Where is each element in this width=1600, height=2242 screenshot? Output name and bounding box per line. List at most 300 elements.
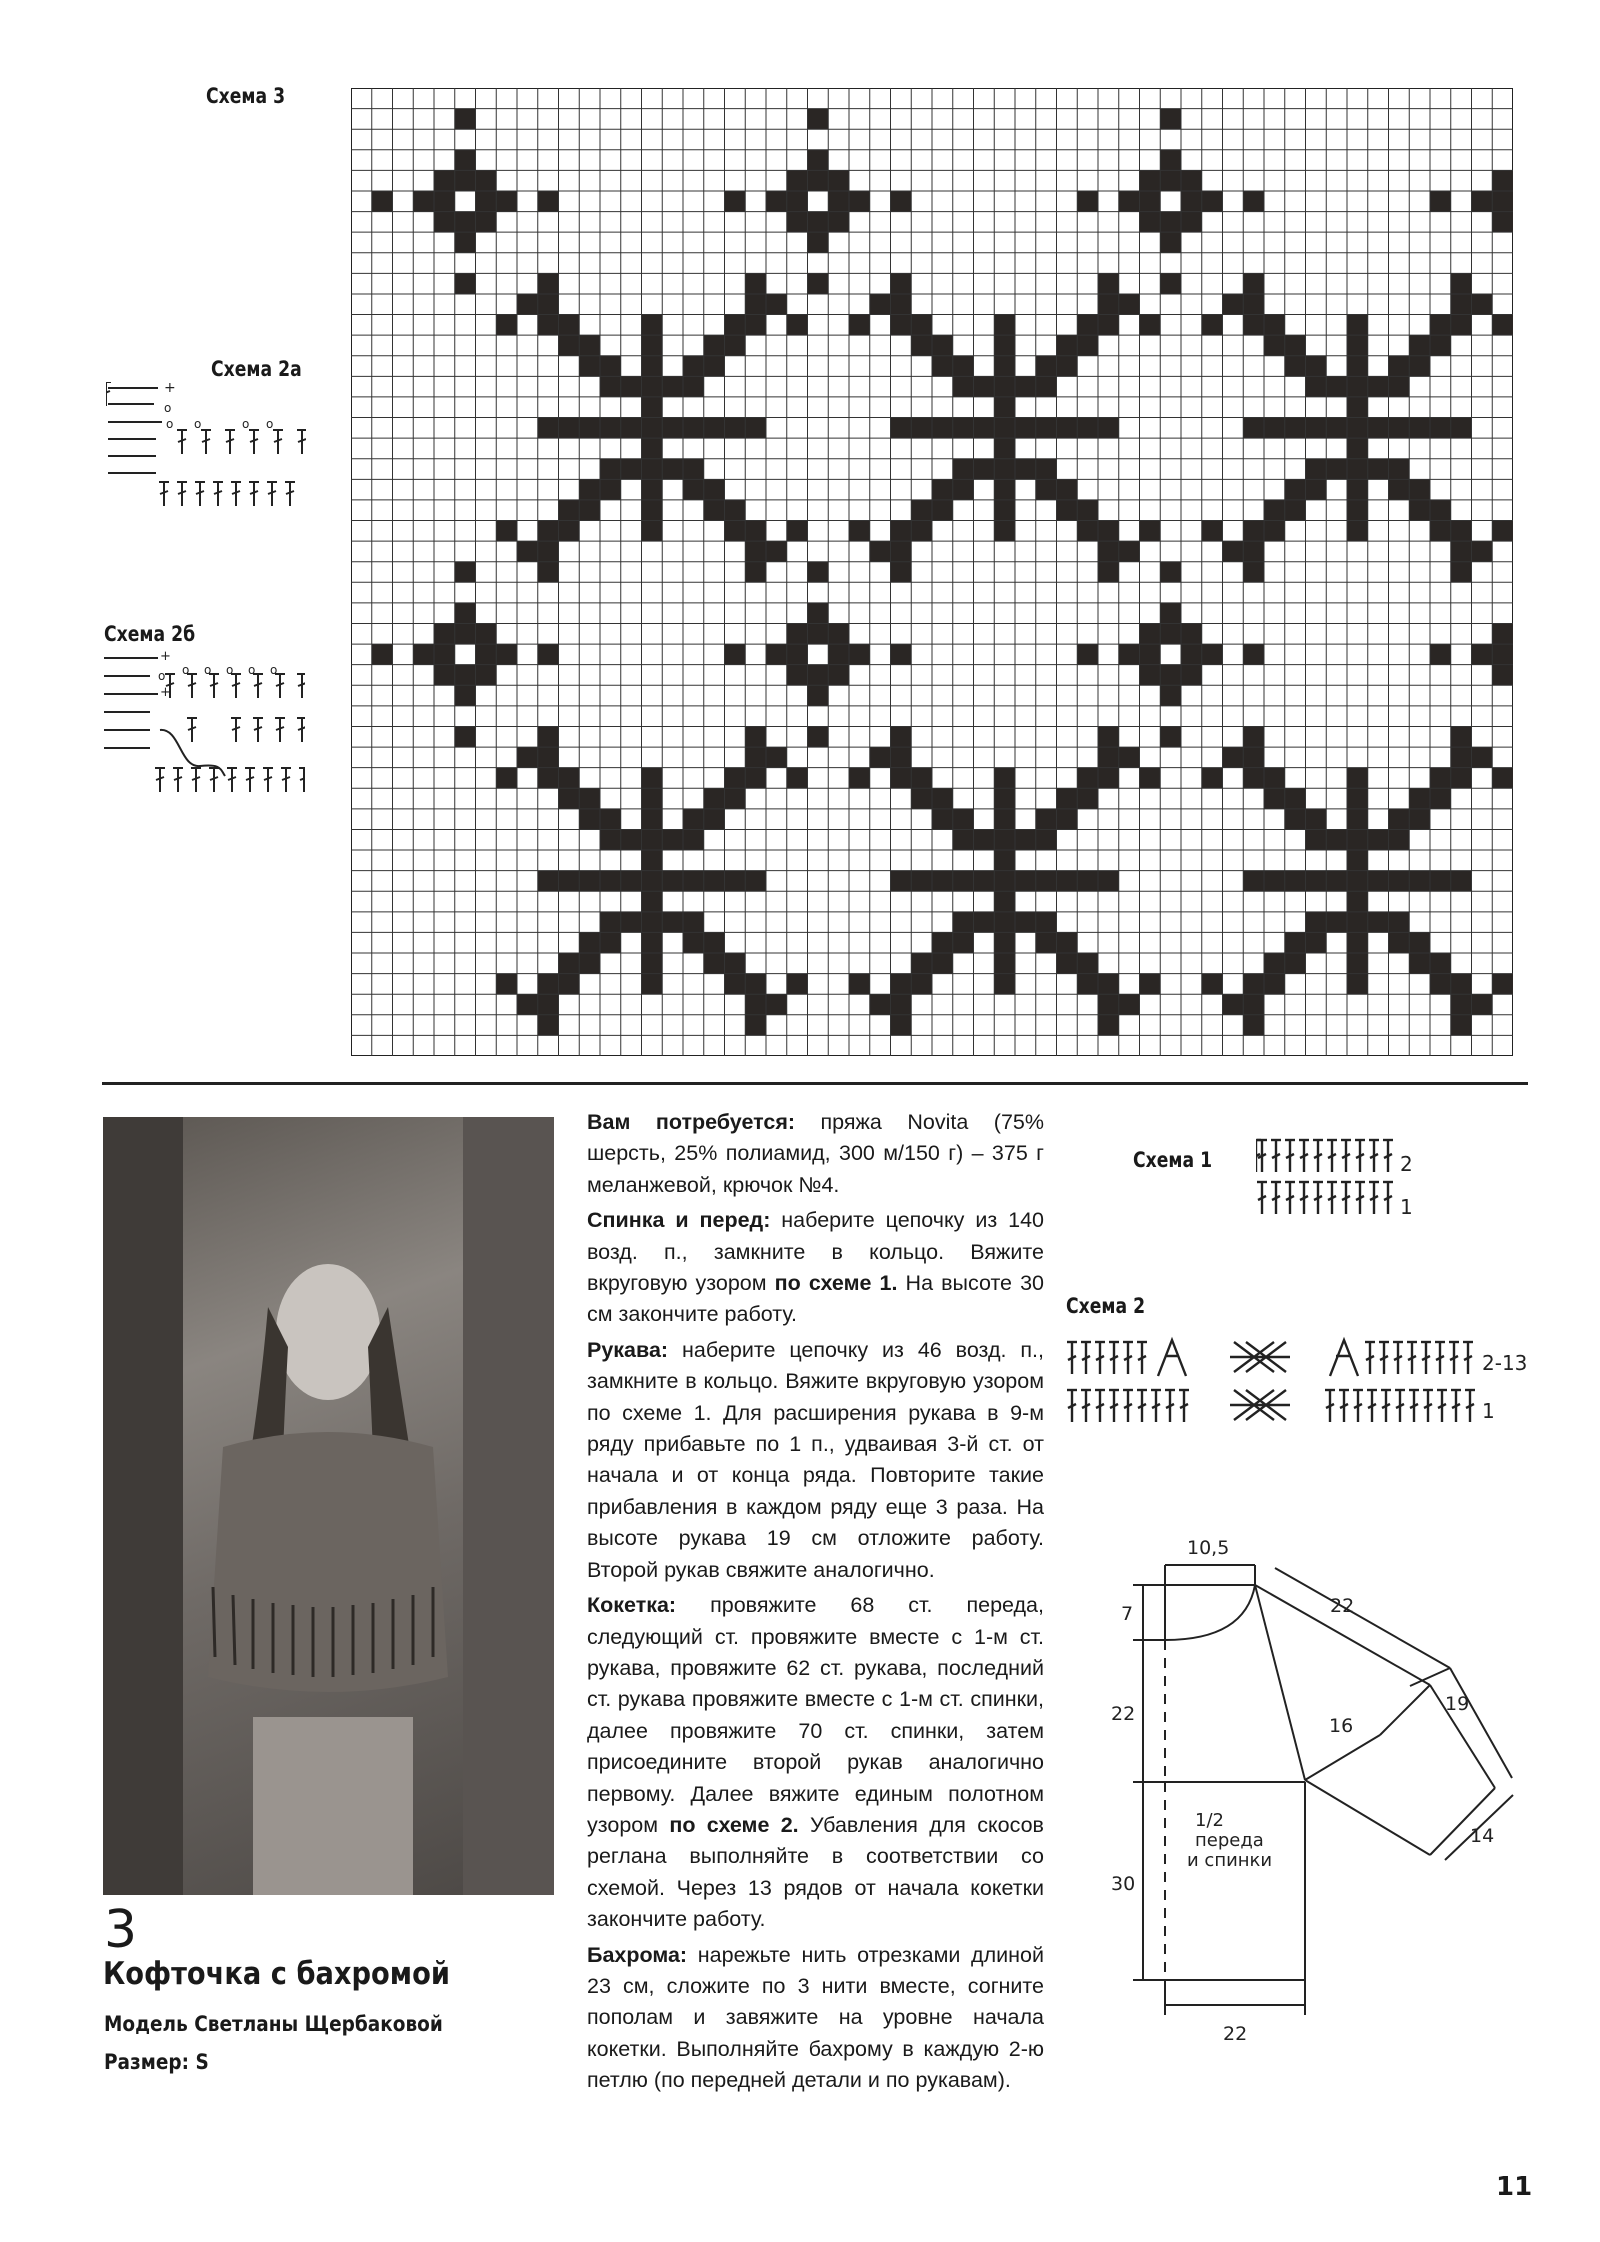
grid-cell-filled bbox=[559, 788, 580, 809]
grid-cell-filled bbox=[683, 932, 704, 953]
grid-cell-filled bbox=[704, 809, 725, 830]
dim-neck-depth: 7 bbox=[1121, 1603, 1134, 1625]
grid-cell-filled bbox=[911, 418, 932, 439]
grid-cell-filled bbox=[1430, 500, 1451, 521]
grid-cell-filled bbox=[870, 541, 891, 562]
grid-cell-filled bbox=[1243, 273, 1264, 294]
grid-cell-filled bbox=[621, 418, 642, 439]
grid-cell-filled bbox=[828, 191, 849, 212]
grid-cell-filled bbox=[953, 809, 974, 830]
grid-cell-filled bbox=[455, 212, 476, 233]
grid-cell-filled bbox=[1472, 294, 1493, 315]
grid-cell-filled bbox=[1264, 500, 1285, 521]
grid-cell-filled bbox=[1285, 418, 1306, 439]
grid-cell-filled bbox=[662, 459, 683, 480]
grid-cell-filled bbox=[559, 953, 580, 974]
grid-cell-filled bbox=[1472, 541, 1493, 562]
grid-cell-filled bbox=[1140, 191, 1161, 212]
grid-cell-filled bbox=[1430, 335, 1451, 356]
grid-cell-filled bbox=[1057, 953, 1078, 974]
grid-cell-filled bbox=[808, 212, 829, 233]
grid-cell-filled bbox=[1057, 418, 1078, 439]
grid-cell-filled bbox=[1264, 788, 1285, 809]
piece-label-1: 1/2 bbox=[1195, 1810, 1224, 1831]
grid-cell-filled bbox=[1389, 479, 1410, 500]
grid-cell-filled bbox=[994, 809, 1015, 830]
grid-cell-filled bbox=[787, 644, 808, 665]
grid-cell-filled bbox=[600, 871, 621, 892]
grid-cell-filled bbox=[1243, 191, 1264, 212]
grid-cell-filled bbox=[1285, 335, 1306, 356]
grid-cell-filled bbox=[1057, 335, 1078, 356]
grid-cell-filled bbox=[559, 418, 580, 439]
grid-cell-filled bbox=[1202, 768, 1223, 789]
grid-cell-filled bbox=[1243, 644, 1264, 665]
grid-cell-filled bbox=[1098, 541, 1119, 562]
grid-cell-filled bbox=[704, 356, 725, 377]
grid-cell-filled bbox=[1472, 747, 1493, 768]
grid-cell-filled bbox=[434, 212, 455, 233]
grid-cell-filled bbox=[1160, 232, 1181, 253]
grid-cell-filled bbox=[1451, 871, 1472, 892]
grid-cell-filled bbox=[1223, 541, 1244, 562]
grid-cell-filled bbox=[455, 623, 476, 644]
grid-cell-filled bbox=[683, 871, 704, 892]
grid-cell-filled bbox=[1409, 932, 1430, 953]
grid-cell-filled bbox=[455, 150, 476, 171]
grid-cell-filled bbox=[1389, 418, 1410, 439]
grid-cell-filled bbox=[932, 788, 953, 809]
grid-cell-filled bbox=[1098, 871, 1119, 892]
grid-cell-filled bbox=[1077, 768, 1098, 789]
grid-cell-filled bbox=[1036, 418, 1057, 439]
grid-cell-filled bbox=[1077, 191, 1098, 212]
grid-cell-filled bbox=[994, 912, 1015, 933]
grid-cell-filled bbox=[538, 315, 559, 336]
grid-cell-filled bbox=[1409, 871, 1430, 892]
grid-cell-filled bbox=[870, 294, 891, 315]
grid-cell-filled bbox=[704, 871, 725, 892]
grid-cell-filled bbox=[1140, 644, 1161, 665]
grid-cell-filled bbox=[1306, 871, 1327, 892]
grid-cell-filled bbox=[1368, 376, 1389, 397]
grid-cell-filled bbox=[538, 994, 559, 1015]
grid-cell-filled bbox=[787, 170, 808, 191]
grid-cell-filled bbox=[476, 170, 497, 191]
grid-cell-filled bbox=[1036, 871, 1057, 892]
grid-cell-filled bbox=[891, 541, 912, 562]
grid-cell-filled bbox=[766, 294, 787, 315]
grid-cell-filled bbox=[642, 479, 663, 500]
grid-cell-filled bbox=[1306, 912, 1327, 933]
grid-cell-filled bbox=[828, 623, 849, 644]
grid-cell-filled bbox=[1264, 768, 1285, 789]
grid-cell-filled bbox=[953, 829, 974, 850]
grid-cell-filled bbox=[787, 768, 808, 789]
grid-cell-filled bbox=[496, 191, 517, 212]
grid-cell-filled bbox=[538, 974, 559, 995]
grid-cell-filled bbox=[476, 665, 497, 686]
grid-cell-filled bbox=[1347, 891, 1368, 912]
grid-cell-filled bbox=[1451, 974, 1472, 995]
grid-cell-filled bbox=[642, 768, 663, 789]
grid-cell-filled bbox=[849, 768, 870, 789]
grid-cell-filled bbox=[1181, 665, 1202, 686]
scheme-2-row-top: 2-13 bbox=[1482, 1351, 1528, 1375]
grid-cell-filled bbox=[953, 479, 974, 500]
grid-cell-filled bbox=[932, 356, 953, 377]
grid-cell-filled bbox=[1264, 871, 1285, 892]
grid-cell-filled bbox=[994, 974, 1015, 995]
grid-cell-filled bbox=[455, 665, 476, 686]
grid-cell-filled bbox=[579, 953, 600, 974]
grid-cell-filled bbox=[1119, 294, 1140, 315]
grid-cell-filled bbox=[1492, 974, 1513, 995]
grid-cell-filled bbox=[455, 685, 476, 706]
grid-cell-filled bbox=[891, 315, 912, 336]
grid-cell-filled bbox=[517, 541, 538, 562]
grid-cell-filled bbox=[849, 974, 870, 995]
grid-cell-filled bbox=[1119, 644, 1140, 665]
grid-cell-filled bbox=[745, 974, 766, 995]
grid-cell-filled bbox=[932, 932, 953, 953]
grid-cell-filled bbox=[828, 212, 849, 233]
grid-cell-filled bbox=[1306, 459, 1327, 480]
grid-cell-filled bbox=[642, 397, 663, 418]
grid-cell-filled bbox=[1160, 685, 1181, 706]
model-photo bbox=[103, 1117, 554, 1895]
grid-cell-filled bbox=[745, 418, 766, 439]
svg-text:o: o bbox=[248, 663, 256, 677]
grid-cell-filled bbox=[1036, 912, 1057, 933]
grid-cell-filled bbox=[891, 273, 912, 294]
grid-cell-filled bbox=[662, 418, 683, 439]
grid-cell-filled bbox=[849, 521, 870, 542]
grid-cell-filled bbox=[683, 459, 704, 480]
grid-cell-filled bbox=[455, 109, 476, 130]
grid-cell-filled bbox=[1057, 479, 1078, 500]
grid-cell-filled bbox=[1347, 438, 1368, 459]
grid-cell-filled bbox=[953, 418, 974, 439]
grid-cell-filled bbox=[932, 418, 953, 439]
grid-cell-filled bbox=[621, 912, 642, 933]
svg-text:+: + bbox=[160, 685, 171, 700]
scheme-2a-chart bbox=[106, 382, 306, 522]
grid-cell-filled bbox=[911, 335, 932, 356]
grid-cell-filled bbox=[1223, 994, 1244, 1015]
grid-cell-filled bbox=[434, 170, 455, 191]
grid-cell-filled bbox=[683, 912, 704, 933]
grid-cell-filled bbox=[1036, 376, 1057, 397]
grid-cell-filled bbox=[1077, 315, 1098, 336]
grid-cell-filled bbox=[994, 953, 1015, 974]
grid-cell-filled bbox=[808, 603, 829, 624]
grid-cell-filled bbox=[1036, 459, 1057, 480]
grid-cell-filled bbox=[1409, 809, 1430, 830]
grid-cell-filled bbox=[579, 809, 600, 830]
grid-cell-filled bbox=[538, 644, 559, 665]
grid-cell-filled bbox=[994, 335, 1015, 356]
grid-cell-filled bbox=[600, 932, 621, 953]
grid-cell-filled bbox=[600, 418, 621, 439]
grid-cell-filled bbox=[891, 974, 912, 995]
svg-text:+: + bbox=[160, 649, 171, 664]
grid-cell-filled bbox=[1057, 932, 1078, 953]
grid-cell-filled bbox=[517, 747, 538, 768]
grid-cell-filled bbox=[1306, 479, 1327, 500]
grid-cell-filled bbox=[787, 212, 808, 233]
grid-cell-filled bbox=[1389, 809, 1410, 830]
grid-cell-filled bbox=[683, 376, 704, 397]
instructions bbox=[587, 1107, 1044, 2101]
grid-cell-filled bbox=[1015, 912, 1036, 933]
grid-cell-filled bbox=[600, 356, 621, 377]
grid-cell-filled bbox=[1181, 191, 1202, 212]
grid-cell-filled bbox=[1492, 665, 1513, 686]
grid-cell-filled bbox=[994, 850, 1015, 871]
grid-cell-filled bbox=[1243, 726, 1264, 747]
grid-cell-filled bbox=[1181, 623, 1202, 644]
grid-cell-filled bbox=[1119, 541, 1140, 562]
grid-cell-filled bbox=[1409, 500, 1430, 521]
grid-cell-filled bbox=[787, 315, 808, 336]
grid-cell-filled bbox=[1264, 953, 1285, 974]
grid-cell-filled bbox=[1347, 479, 1368, 500]
grid-cell-filled bbox=[1389, 829, 1410, 850]
grid-cell-filled bbox=[808, 109, 829, 130]
grid-cell-filled bbox=[911, 974, 932, 995]
grid-cell-filled bbox=[434, 665, 455, 686]
grid-cell-filled bbox=[1202, 315, 1223, 336]
grid-cell-filled bbox=[1243, 521, 1264, 542]
grid-cell-filled bbox=[725, 315, 746, 336]
grid-cell-filled bbox=[704, 500, 725, 521]
grid-cell-filled bbox=[828, 665, 849, 686]
grid-cell-filled bbox=[1472, 191, 1493, 212]
grid-cell-filled bbox=[1223, 747, 1244, 768]
grid-cell-filled bbox=[974, 912, 995, 933]
grid-cell-filled bbox=[1098, 994, 1119, 1015]
grid-cell-filled bbox=[1264, 974, 1285, 995]
grid-cell-filled bbox=[621, 871, 642, 892]
grid-cell-filled bbox=[1202, 521, 1223, 542]
garment-diagram bbox=[1105, 1520, 1525, 2080]
grid-cell-filled bbox=[1451, 994, 1472, 1015]
grid-cell-filled bbox=[994, 891, 1015, 912]
grid-cell-filled bbox=[1057, 809, 1078, 830]
grid-cell-filled bbox=[1098, 768, 1119, 789]
grid-cell-filled bbox=[745, 768, 766, 789]
grid-cell-filled bbox=[745, 1015, 766, 1036]
grid-cell-filled bbox=[1077, 500, 1098, 521]
grid-cell-filled bbox=[1347, 335, 1368, 356]
grid-cell-filled bbox=[1243, 768, 1264, 789]
grid-cell-filled bbox=[642, 891, 663, 912]
grid-cell-filled bbox=[455, 273, 476, 294]
grid-cell-filled bbox=[953, 356, 974, 377]
grid-cell-filled bbox=[1306, 809, 1327, 830]
grid-cell-filled bbox=[538, 418, 559, 439]
grid-cell-filled bbox=[994, 459, 1015, 480]
grid-cell-filled bbox=[455, 562, 476, 583]
grid-cell-filled bbox=[1077, 418, 1098, 439]
grid-cell-filled bbox=[974, 418, 995, 439]
grid-cell-filled bbox=[1326, 912, 1347, 933]
grid-cell-filled bbox=[1243, 541, 1264, 562]
grid-cell-filled bbox=[1181, 212, 1202, 233]
grid-cell-filled bbox=[1430, 953, 1451, 974]
grid-cell-filled bbox=[1057, 356, 1078, 377]
grid-cell-filled bbox=[953, 459, 974, 480]
grid-cell-filled bbox=[1347, 315, 1368, 336]
grid-cell-filled bbox=[1098, 315, 1119, 336]
grid-cell-filled bbox=[642, 912, 663, 933]
grid-cell-filled bbox=[1389, 932, 1410, 953]
piece-label-2: переда bbox=[1195, 1830, 1264, 1851]
grid-cell-filled bbox=[725, 500, 746, 521]
grid-cell-filled bbox=[1326, 376, 1347, 397]
grid-cell-filled bbox=[642, 418, 663, 439]
grid-cell-filled bbox=[1430, 644, 1451, 665]
grid-cell-filled bbox=[1077, 871, 1098, 892]
grid-cell-filled bbox=[579, 356, 600, 377]
grid-cell-filled bbox=[1451, 747, 1472, 768]
grid-cell-filled bbox=[808, 685, 829, 706]
size-label: Размер: S bbox=[104, 2050, 209, 2074]
dim-body-height: 30 bbox=[1111, 1873, 1136, 1895]
grid-cell-filled bbox=[1451, 521, 1472, 542]
dim-cuff: 14 bbox=[1470, 1825, 1495, 1847]
grid-cell-filled bbox=[1492, 170, 1513, 191]
grid-cell-filled bbox=[496, 974, 517, 995]
grid-cell-filled bbox=[994, 829, 1015, 850]
grid-cell-filled bbox=[932, 500, 953, 521]
grid-cell-filled bbox=[1223, 294, 1244, 315]
grid-cell-filled bbox=[787, 521, 808, 542]
grid-cell-filled bbox=[911, 315, 932, 336]
grid-cell-filled bbox=[974, 376, 995, 397]
grid-cell-filled bbox=[1409, 418, 1430, 439]
grid-cell-filled bbox=[642, 932, 663, 953]
grid-cell-filled bbox=[725, 871, 746, 892]
grid-cell-filled bbox=[808, 232, 829, 253]
grid-cell-filled bbox=[1077, 953, 1098, 974]
instr-sleeves: Рукава: наберите цепочку из 46 возд. п., замкните в кольцо. Вяжите вкруговую узором по схеме 1. Для расширения рукава в 9-м ряду прибавьте по 1 п., удваивая 3-й ст. от начала и от конца ряда. Повторите такие прибавления в каждом ряду еще 3 раза. На высоте рукава 19 см отложите работу. Второй рукав свяжите аналогично. bbox=[587, 1337, 1044, 1582]
grid-cell-filled bbox=[1451, 315, 1472, 336]
grid-cell-filled bbox=[766, 644, 787, 665]
grid-cell-filled bbox=[704, 479, 725, 500]
grid-cell-filled bbox=[994, 788, 1015, 809]
grid-cell-filled bbox=[994, 397, 1015, 418]
grid-cell-filled bbox=[1347, 521, 1368, 542]
grid-cell-filled bbox=[1451, 1015, 1472, 1036]
grid-cell-filled bbox=[1077, 974, 1098, 995]
grid-cell-filled bbox=[1306, 376, 1327, 397]
grid-cell-filled bbox=[1015, 459, 1036, 480]
grid-cell-filled bbox=[1389, 356, 1410, 377]
grid-cell-filled bbox=[434, 644, 455, 665]
grid-cell-filled bbox=[642, 850, 663, 871]
grid-cell-filled bbox=[600, 459, 621, 480]
grid-cell-filled bbox=[517, 994, 538, 1015]
grid-cell-filled bbox=[994, 768, 1015, 789]
grid-cell-filled bbox=[1015, 418, 1036, 439]
grid-cell-filled bbox=[1326, 459, 1347, 480]
grid-cell-filled bbox=[1347, 418, 1368, 439]
grid-cell-filled bbox=[994, 500, 1015, 521]
grid-cell-filled bbox=[766, 747, 787, 768]
page-number: 11 bbox=[1496, 2172, 1533, 2202]
grid-cell-filled bbox=[1285, 479, 1306, 500]
grid-cell-filled bbox=[1285, 932, 1306, 953]
grid-cell-filled bbox=[579, 788, 600, 809]
grid-cell-filled bbox=[538, 562, 559, 583]
scheme-1-label: Схема 1 bbox=[1133, 1148, 1213, 1172]
grid-cell-filled bbox=[642, 459, 663, 480]
grid-cell-filled bbox=[787, 665, 808, 686]
grid-cell-filled bbox=[517, 294, 538, 315]
grid-cell-filled bbox=[725, 974, 746, 995]
grid-cell-filled bbox=[1492, 315, 1513, 336]
grid-cell-filled bbox=[579, 479, 600, 500]
grid-cell-filled bbox=[600, 809, 621, 830]
grid-cell-filled bbox=[1036, 932, 1057, 953]
grid-cell-filled bbox=[1160, 212, 1181, 233]
grid-cell-filled bbox=[413, 644, 434, 665]
grid-cell-filled bbox=[932, 953, 953, 974]
grid-cell-filled bbox=[1243, 315, 1264, 336]
grid-cell-filled bbox=[1347, 376, 1368, 397]
grid-cell-filled bbox=[745, 521, 766, 542]
grid-cell-filled bbox=[808, 665, 829, 686]
grid-cell-filled bbox=[994, 315, 1015, 336]
grid-cell-filled bbox=[704, 788, 725, 809]
scheme-2a-label: Схема 2а bbox=[211, 357, 302, 381]
grid-cell-filled bbox=[745, 541, 766, 562]
grid-cell-filled bbox=[994, 479, 1015, 500]
grid-cell-filled bbox=[932, 479, 953, 500]
grid-cell-filled bbox=[1098, 521, 1119, 542]
grid-cell-filled bbox=[642, 376, 663, 397]
grid-cell-filled bbox=[1077, 644, 1098, 665]
grid-cell-filled bbox=[1306, 356, 1327, 377]
svg-text:o: o bbox=[226, 663, 234, 677]
grid-cell-filled bbox=[538, 273, 559, 294]
grid-cell-filled bbox=[725, 521, 746, 542]
raglan-front bbox=[1255, 1585, 1305, 1780]
scheme-2-label: Схема 2 bbox=[1066, 1294, 1146, 1318]
grid-cell-filled bbox=[559, 500, 580, 521]
grid-cell-filled bbox=[496, 315, 517, 336]
grid-cell-filled bbox=[1140, 521, 1161, 542]
grid-cell-filled bbox=[455, 170, 476, 191]
svg-text:o: o bbox=[166, 417, 174, 431]
grid-cell-filled bbox=[538, 747, 559, 768]
photo-illustration bbox=[103, 1117, 554, 1895]
grid-cell-filled bbox=[974, 459, 995, 480]
svg-text:+: + bbox=[164, 382, 176, 396]
grid-cell-filled bbox=[662, 912, 683, 933]
grid-cell-filled bbox=[476, 212, 497, 233]
grid-cell-filled bbox=[642, 521, 663, 542]
grid-cell-filled bbox=[994, 356, 1015, 377]
grid-cell-filled bbox=[1140, 170, 1161, 191]
grid-cell-filled bbox=[579, 418, 600, 439]
grid-cell-filled bbox=[1368, 418, 1389, 439]
grid-cell-filled bbox=[1347, 356, 1368, 377]
grid-cell-filled bbox=[704, 335, 725, 356]
grid-cell-filled bbox=[1430, 974, 1451, 995]
